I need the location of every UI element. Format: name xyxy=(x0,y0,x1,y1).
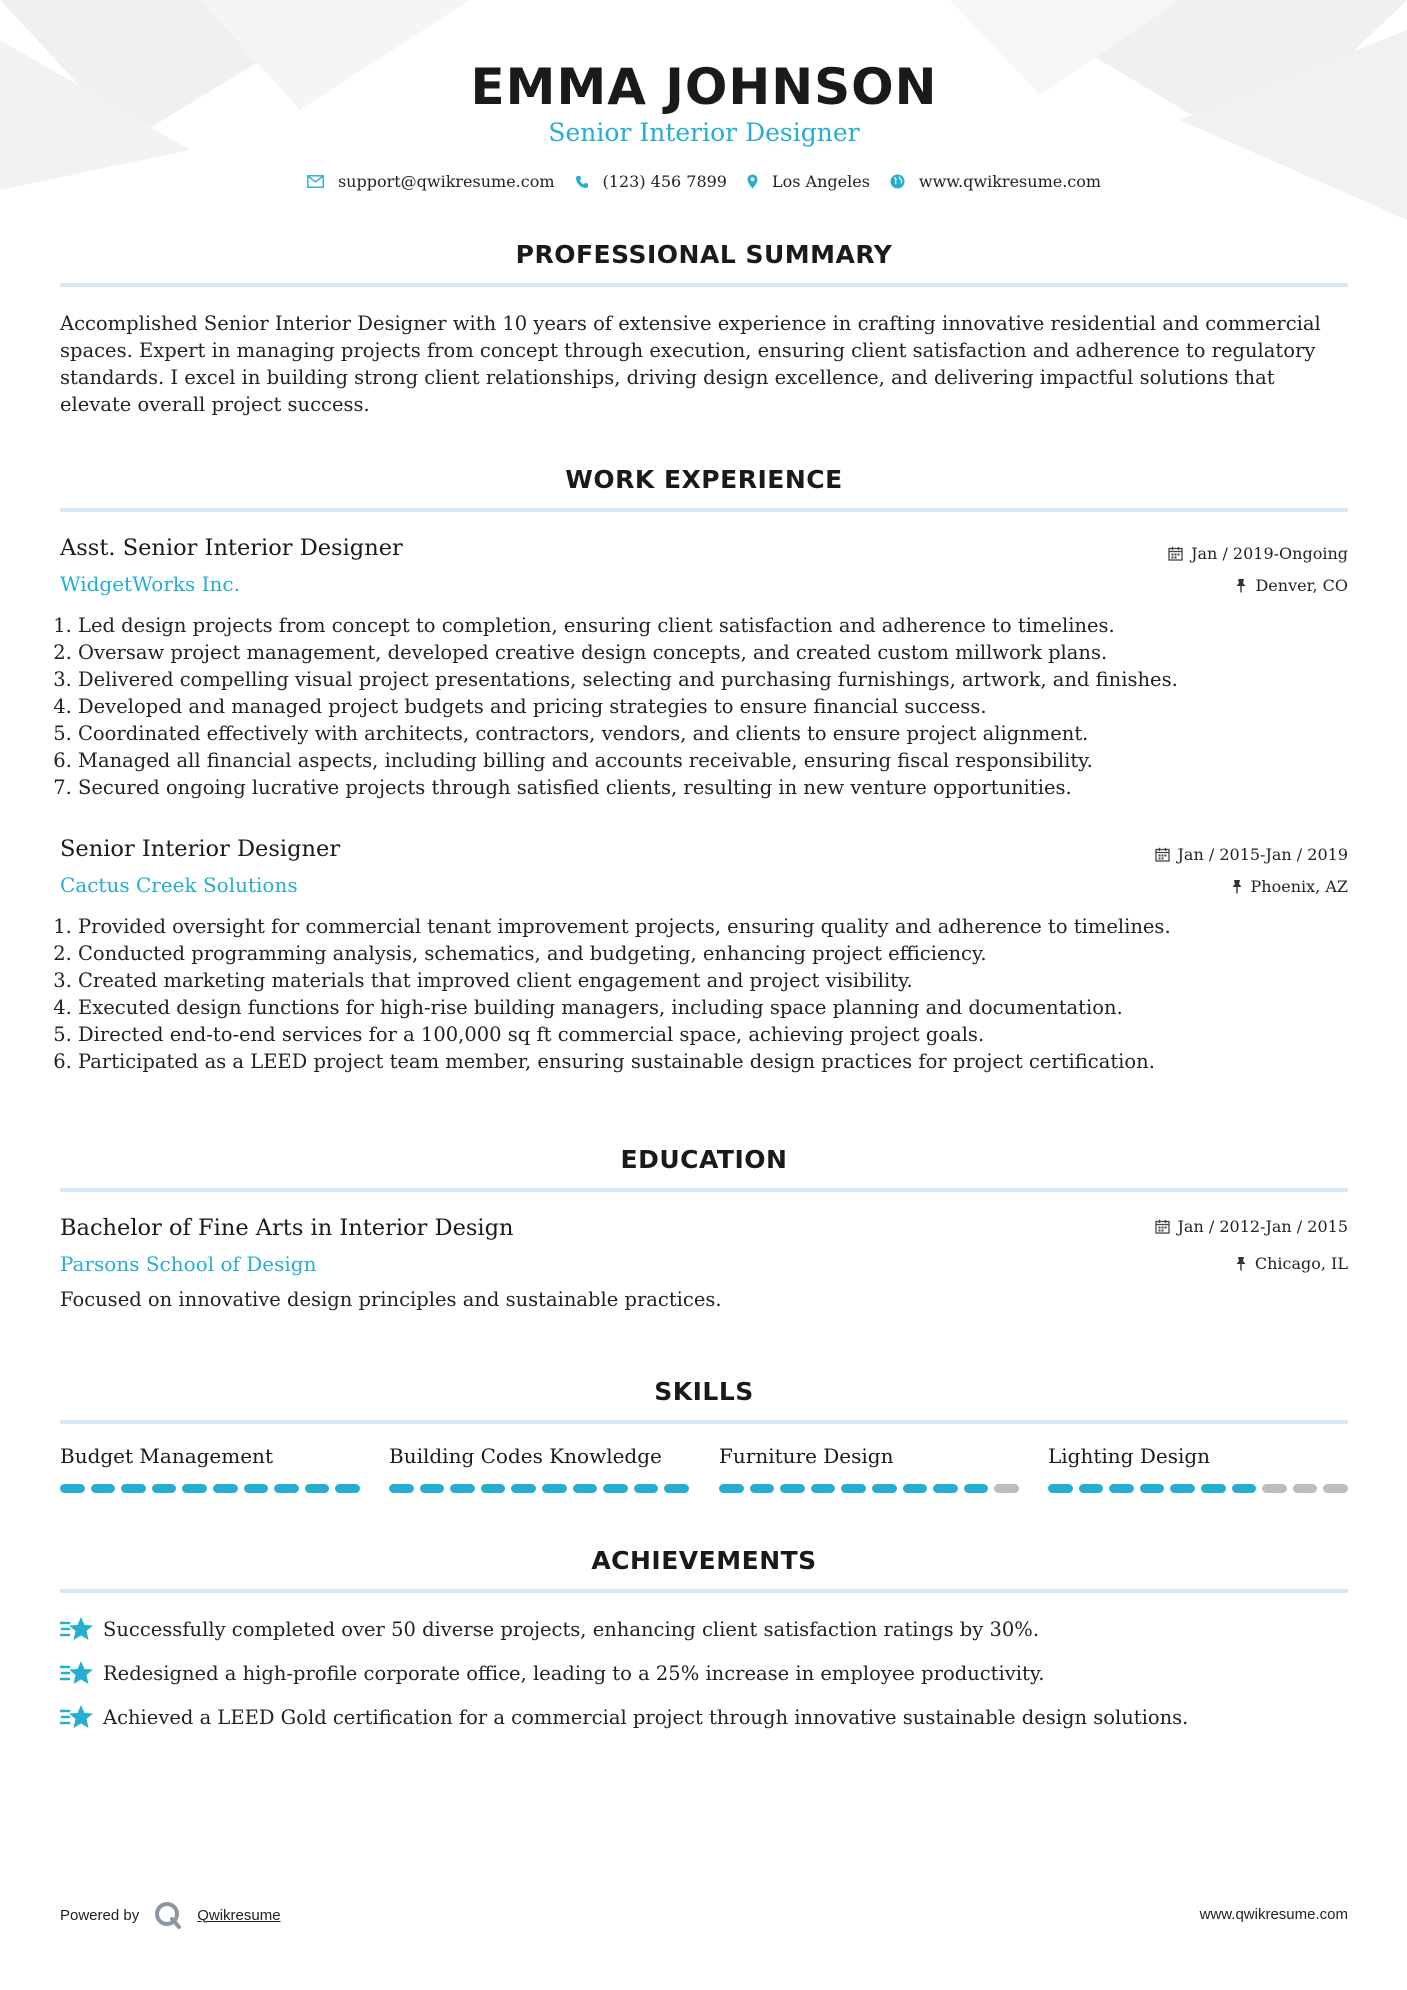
achievement-item xyxy=(60,1704,1188,1731)
skills-list xyxy=(60,1444,1348,1504)
skill-rating-bar xyxy=(719,1484,1019,1493)
footer-url[interactable]: www.qwikresume.com xyxy=(1199,1906,1348,1923)
list-item: 5. Directed end-to-end services for a 100,000 sq ft commercial space, achieving project goals. xyxy=(78,1021,1348,1048)
list-item: 7. Secured ongoing lucrative projects through satisfied clients, resulting in new venture opportunities. xyxy=(78,774,1348,801)
skill-segment-filled xyxy=(1170,1484,1195,1493)
skill-segment-filled xyxy=(420,1484,445,1493)
skill-item xyxy=(60,1444,360,1474)
skill-segment-filled xyxy=(603,1484,628,1493)
skill-segment-filled xyxy=(573,1484,598,1493)
list-item: 4. Executed design functions for high-rise building managers, including space planning and documentation. xyxy=(78,994,1348,1021)
skill-segment-filled xyxy=(634,1484,659,1493)
skill-segment-filled xyxy=(481,1484,506,1493)
map-pin-icon xyxy=(747,174,758,189)
section-divider xyxy=(60,283,1348,287)
skill-item xyxy=(389,1444,689,1474)
footer-powered-by xyxy=(60,1900,281,1930)
section-title-education: EDUCATION xyxy=(620,1145,788,1174)
skill-rating-bar xyxy=(1048,1484,1348,1493)
skill-segment-filled xyxy=(964,1484,989,1493)
contact-location xyxy=(747,172,870,191)
location-text: Los Angeles xyxy=(771,172,870,191)
skill-segment-filled xyxy=(450,1484,475,1493)
skill-segment-filled xyxy=(1140,1484,1165,1493)
list-item: 2. Conducted programming analysis, schematics, and budgeting, enhancing project efficiency. xyxy=(78,940,1348,967)
skill-segment-filled xyxy=(213,1484,238,1493)
skill-segment-filled xyxy=(335,1484,360,1493)
skill-segment-filled xyxy=(1048,1484,1073,1493)
skill-segment-filled xyxy=(750,1484,775,1493)
list-item: 1. Provided oversight for commercial tenant improvement projects, ensuring quality and adherence to timelines. xyxy=(78,913,1348,940)
skill-segment-filled xyxy=(903,1484,928,1493)
education-location-text: Chicago, IL xyxy=(1254,1254,1348,1273)
candidate-name: EMMA JOHNSON xyxy=(470,58,938,116)
website-text: www.qwikresume.com xyxy=(918,172,1102,191)
job-title: Senior Interior Designer xyxy=(60,836,341,862)
skill-segment-filled xyxy=(872,1484,897,1493)
job-location xyxy=(1235,576,1348,595)
job-location-text: Denver, CO xyxy=(1255,576,1348,595)
pushpin-icon xyxy=(1235,1256,1247,1271)
skill-segment-filled xyxy=(933,1484,958,1493)
skill-segment-filled xyxy=(182,1484,207,1493)
skill-segment-filled xyxy=(811,1484,836,1493)
skill-segment-filled xyxy=(1079,1484,1104,1493)
job-company: WidgetWorks Inc. xyxy=(60,572,240,596)
skill-segment-empty xyxy=(1323,1484,1348,1493)
calendar-icon xyxy=(1155,847,1170,862)
job-dates-text: Jan / 2015-Jan / 2019 xyxy=(1177,845,1348,864)
skill-segment-filled xyxy=(719,1484,744,1493)
skill-item xyxy=(719,1444,1019,1474)
skill-rating-bar xyxy=(60,1484,360,1493)
contact-bar xyxy=(60,172,1348,191)
skill-name: Lighting Design xyxy=(1048,1444,1211,1468)
skill-segment-filled xyxy=(780,1484,805,1493)
section-divider xyxy=(60,1188,1348,1192)
skill-segment-filled xyxy=(1109,1484,1134,1493)
qwikresume-logo-icon xyxy=(153,1900,183,1930)
job-dates xyxy=(1155,845,1348,864)
section-title-summary: PROFESSIONAL SUMMARY xyxy=(515,240,893,269)
globe-icon xyxy=(890,174,905,189)
skill-segment-filled xyxy=(542,1484,567,1493)
education-dates-text: Jan / 2012-Jan / 2015 xyxy=(1177,1217,1348,1236)
contact-website[interactable] xyxy=(890,172,1101,191)
email-text: support@qwikresume.com xyxy=(337,172,555,191)
skill-rating-bar xyxy=(389,1484,689,1493)
list-item: 6. Managed all financial aspects, including billing and accounts receivable, ensuring fiscal responsibility. xyxy=(78,747,1348,774)
list-item: 4. Developed and managed project budgets and pricing strategies to ensure financial success. xyxy=(78,693,1348,720)
skill-segment-filled xyxy=(305,1484,330,1493)
section-title-skills: SKILLS xyxy=(654,1377,754,1406)
qwikresume-link[interactable]: Qwikresume xyxy=(197,1906,281,1924)
skill-segment-filled xyxy=(91,1484,116,1493)
skill-name: Building Codes Knowledge xyxy=(389,1444,662,1468)
job-title: Asst. Senior Interior Designer xyxy=(60,535,403,561)
skill-segment-filled xyxy=(511,1484,536,1493)
education-degree: Bachelor of Fine Arts in Interior Design xyxy=(60,1215,514,1241)
list-item: 6. Participated as a LEED project team member, ensuring sustainable design practices for project certification. xyxy=(78,1048,1348,1075)
job-dates xyxy=(1168,544,1348,563)
calendar-icon xyxy=(1168,546,1183,561)
job-company: Cactus Creek Solutions xyxy=(60,873,298,897)
skill-segment-filled xyxy=(274,1484,299,1493)
pushpin-icon xyxy=(1231,879,1243,894)
skill-segment-filled xyxy=(841,1484,866,1493)
skill-segment-filled xyxy=(244,1484,269,1493)
shooting-star-icon xyxy=(60,1704,93,1731)
job-bullets xyxy=(60,913,1348,1075)
skill-item xyxy=(1048,1444,1348,1474)
section-divider xyxy=(60,1420,1348,1424)
achievement-item xyxy=(60,1660,1044,1687)
job-location xyxy=(1231,877,1348,896)
achievement-text: Achieved a LEED Gold certification for a commercial project through innovative sustainable design solutions. xyxy=(103,1706,1189,1729)
skill-segment-filled xyxy=(60,1484,85,1493)
pushpin-icon xyxy=(1235,578,1247,593)
list-item: 1. Led design projects from concept to completion, ensuring client satisfaction and adherence to timelines. xyxy=(78,612,1348,639)
skill-segment-filled xyxy=(152,1484,177,1493)
candidate-role: Senior Interior Designer xyxy=(548,118,860,147)
education-school: Parsons School of Design xyxy=(60,1252,317,1276)
skill-segment-empty xyxy=(1293,1484,1318,1493)
list-item: 5. Coordinated effectively with architects, contractors, vendors, and clients to ensure project alignment. xyxy=(78,720,1348,747)
achievement-item xyxy=(60,1616,1039,1643)
shooting-star-icon xyxy=(60,1616,93,1643)
skill-name: Budget Management xyxy=(60,1444,273,1468)
contact-phone[interactable] xyxy=(575,172,727,191)
powered-by-label: Powered by xyxy=(60,1906,140,1924)
envelope-icon xyxy=(307,175,324,188)
section-title-achievements: ACHIEVEMENTS xyxy=(591,1546,817,1575)
calendar-icon xyxy=(1155,1219,1170,1234)
job-bullets xyxy=(60,612,1348,801)
education-location xyxy=(1235,1254,1348,1273)
contact-email[interactable] xyxy=(307,172,555,191)
list-item: 3. Created marketing materials that improved client engagement and project visibility. xyxy=(78,967,1348,994)
phone-text: (123) 456 7899 xyxy=(602,172,727,191)
education-dates xyxy=(1155,1217,1348,1236)
achievement-text: Successfully completed over 50 diverse projects, enhancing client satisfaction ratings by 30%. xyxy=(103,1618,1040,1641)
skill-segment-filled xyxy=(389,1484,414,1493)
education-description: Focused on innovative design principles and sustainable practices. xyxy=(60,1288,722,1311)
skill-name: Furniture Design xyxy=(719,1444,894,1468)
list-item: 2. Oversaw project management, developed creative design concepts, and created custom millwork plans. xyxy=(78,639,1348,666)
section-title-experience: WORK EXPERIENCE xyxy=(565,465,843,494)
job-dates-text: Jan / 2019-Ongoing xyxy=(1191,544,1348,563)
job-location-text: Phoenix, AZ xyxy=(1250,877,1348,896)
summary-text: Accomplished Senior Interior Designer with 10 years of extensive experience in crafting innovative residential and commercial spaces. Expert in managing projects from concept through execution, ensuring client satisfaction and adherence to regulatory standards. I excel in building strong client relationships, driving design excellence, and delivering impactful solutions that elevate overall project success. xyxy=(60,312,1321,416)
skill-segment-empty xyxy=(994,1484,1019,1493)
skill-segment-filled xyxy=(1201,1484,1226,1493)
phone-icon xyxy=(575,175,589,189)
achievement-text: Redesigned a high-profile corporate office, leading to a 25% increase in employee productivity. xyxy=(103,1662,1045,1685)
skill-segment-empty xyxy=(1262,1484,1287,1493)
skill-segment-filled xyxy=(1232,1484,1257,1493)
section-divider xyxy=(60,508,1348,512)
shooting-star-icon xyxy=(60,1660,93,1687)
skill-segment-filled xyxy=(121,1484,146,1493)
section-divider xyxy=(60,1589,1348,1593)
list-item: 3. Delivered compelling visual project presentations, selecting and purchasing furnishings, artwork, and finishes. xyxy=(78,666,1348,693)
skill-segment-filled xyxy=(664,1484,689,1493)
